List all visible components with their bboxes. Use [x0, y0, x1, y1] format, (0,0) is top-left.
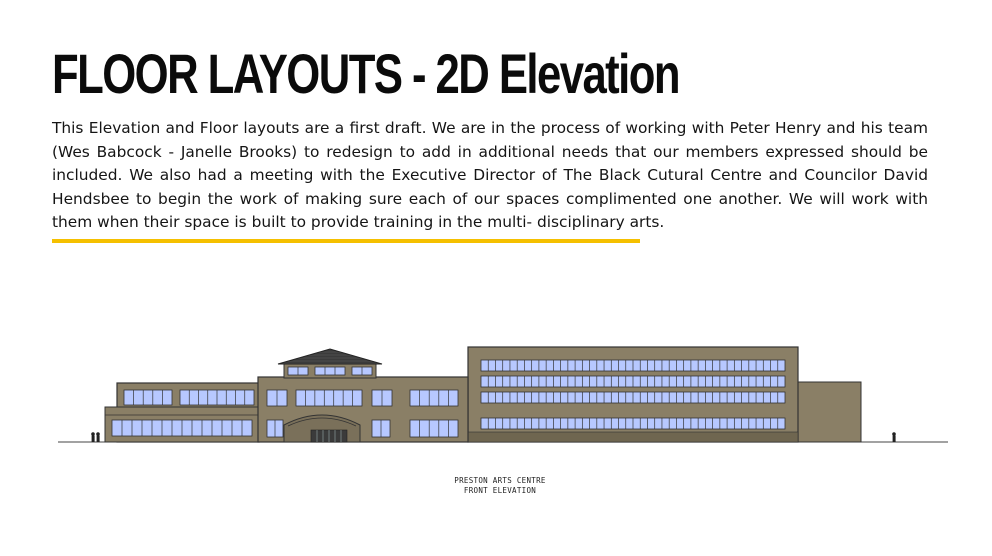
drawing-caption [400, 476, 600, 496]
person-figure-left [91, 432, 100, 442]
caption-line-2: FRONT ELEVATION [463, 486, 537, 495]
main-block-window-bands [481, 360, 785, 429]
right-annex [798, 382, 861, 442]
intro-paragraph: This Elevation and Floor layouts are a first draft. We are in the process of working with Peter Henry and his team (Wes Babcock - Janelle Brooks) to redesign to add in additional needs that our members expressed should be included. We also had a meeting with the Executive Director of The Black Cutural Centre and Councilor David Hendsbee to begin the work of making sure each of our spaces complimented one another. We will work with them when their space is built to provide training in the multi- disciplinary arts. [52, 119, 928, 231]
front-elevation-drawing [0, 330, 992, 460]
main-block-band [468, 432, 798, 442]
caption-line-1: PRESTON ARTS CENTRE [454, 476, 546, 485]
accent-divider [52, 239, 640, 243]
page-title: FLOOR LAYOUTS - 2D Elevation [52, 42, 679, 105]
roof-lantern-windows [288, 367, 372, 375]
person-figure-right [892, 432, 896, 442]
